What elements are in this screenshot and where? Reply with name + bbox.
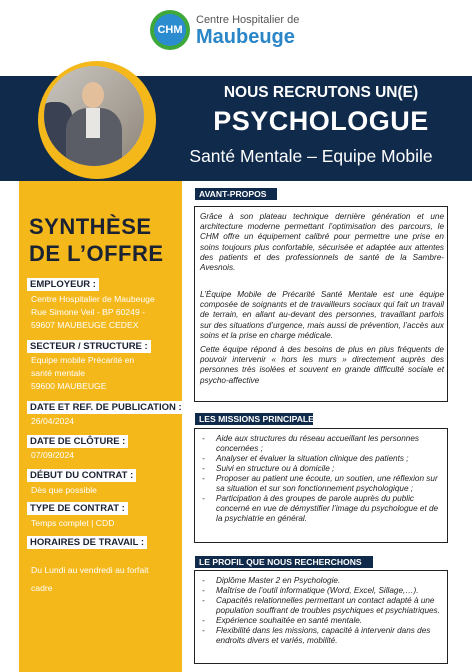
synthese-title-line2: DE L’OFFRE	[29, 241, 164, 266]
recruiting-title: NOUS RECRUTONS UN(E)	[223, 84, 419, 101]
avant-propos-paragraph: Cette équipe répond à des besoins de plus en plus fréquents de pouvoir intervenir « hors les murs » directement auprès des personnes très isolées et souvent en grande difficulté sociale et psycho-affective	[200, 345, 444, 385]
list-item: - Flexibilité dans les missions, capacité à intervenir dans des endroits divers et variés, mobilité.	[202, 626, 431, 645]
chm-logo-icon	[150, 10, 190, 50]
list-item: - Diplôme Master 2 en Psychologie.	[202, 576, 341, 585]
list-item: - Proposer au patient une écoute, un soutien, une réflexion sur sa situation et sur son fonctionnement psychologique ;	[202, 474, 438, 493]
employeur-line: 59607 MAUBEUGE CEDEX	[31, 320, 139, 330]
list-item: - Capacités relationnelles permettant un contact adapté à une population souffrant de troubles psychiques et psychiatriques.	[202, 596, 440, 615]
avant-propos-heading: AVANT-PROPOS	[195, 188, 277, 200]
missions-list	[198, 434, 444, 524]
list-item: - Suivi en structure ou à domicile ;	[202, 464, 335, 473]
horaires-line: Du Lundi au vendredi au forfait	[31, 565, 149, 575]
avant-propos-paragraph: L’Équipe Mobile de Précarité Santé Mentale est une équipe composée de soignants et de travailleurs sociaux qui fait un travail de terrain, en allant au-devant des personnes, travaillant parfois sur des situations d’urgence, mais aussi de prévention, l’accès aux soins et la prise en charge médicale.	[200, 290, 444, 340]
job-title: PSYCHOLOGUE	[213, 106, 429, 136]
employeur-line: Centre Hospitalier de Maubeuge	[31, 294, 155, 304]
secteur-line: 59600 MAUBEUGE	[31, 381, 107, 391]
job-subtitle: Santé Mentale – Equipe Mobile	[189, 146, 433, 166]
debut-label: DÉBUT DU CONTRAT :	[27, 469, 136, 482]
type-contrat-value: Temps complet | CDD	[31, 518, 115, 528]
header-photo	[44, 66, 144, 166]
debut-value: Dès que possible	[31, 485, 97, 495]
cloture-value: 07/09/2024	[31, 450, 75, 460]
logo-line2: Maubeuge	[196, 26, 295, 48]
list-item: - Participation à des groupes de parole auprès du public concerné en vue de démystifier l’image du psychologue et de la psychiatrie en général.	[202, 494, 439, 523]
missions-heading: LES MISSIONS PRINCIPALES	[195, 413, 313, 425]
secteur-label: SECTEUR / STRUCTURE :	[27, 340, 151, 353]
horaires-line: cadre	[31, 583, 53, 593]
secteur-line: Equipe mobile Précarité en	[31, 355, 135, 365]
publication-label: DATE ET REF. DE PUBLICATION :	[27, 401, 185, 414]
employeur-line: Rue Simone Veil - BP 60249 -	[31, 307, 146, 317]
hospital-logo	[150, 8, 340, 52]
list-item: - Analyser et évaluer la situation clinique des patients ;	[202, 454, 409, 463]
synthese-title-line1: SYNTHÈSE	[29, 214, 152, 239]
horaires-label: HORAIRES DE TRAVAIL :	[27, 536, 147, 549]
list-item: - Expérience souhaitée en santé mentale.	[202, 616, 363, 625]
secteur-line: santé mentale	[31, 368, 85, 378]
logo-badge-text: CHM	[154, 14, 186, 46]
list-item: - Maîtrise de l’outil informatique (Word, Excel, Sillage,…).	[202, 586, 419, 595]
cloture-label: DATE DE CLÔTURE :	[27, 435, 128, 448]
list-item: - Aide aux structures du réseau accueillant les personnes concernées ;	[202, 434, 419, 453]
profil-list	[198, 576, 444, 646]
logo-line1: Centre Hospitalier de	[196, 14, 300, 26]
avant-propos-paragraph: Grâce à son plateau technique dernière génération et une architecture moderne permettant l’optimisation des parcours, le CHM offre un équipement calibré pour permettre une prise en soins toujours plus confortable, sécurisée et adaptée aux attentes des patients et des professionnels de santé de la Sambre-Avesnois.	[200, 212, 444, 273]
profil-heading: LE PROFIL QUE NOUS RECHERCHONS	[195, 556, 373, 568]
publication-value: 26/04/2024	[31, 416, 75, 426]
employeur-label: EMPLOYEUR :	[27, 278, 99, 291]
type-contrat-label: TYPE DE CONTRAT :	[27, 502, 128, 515]
